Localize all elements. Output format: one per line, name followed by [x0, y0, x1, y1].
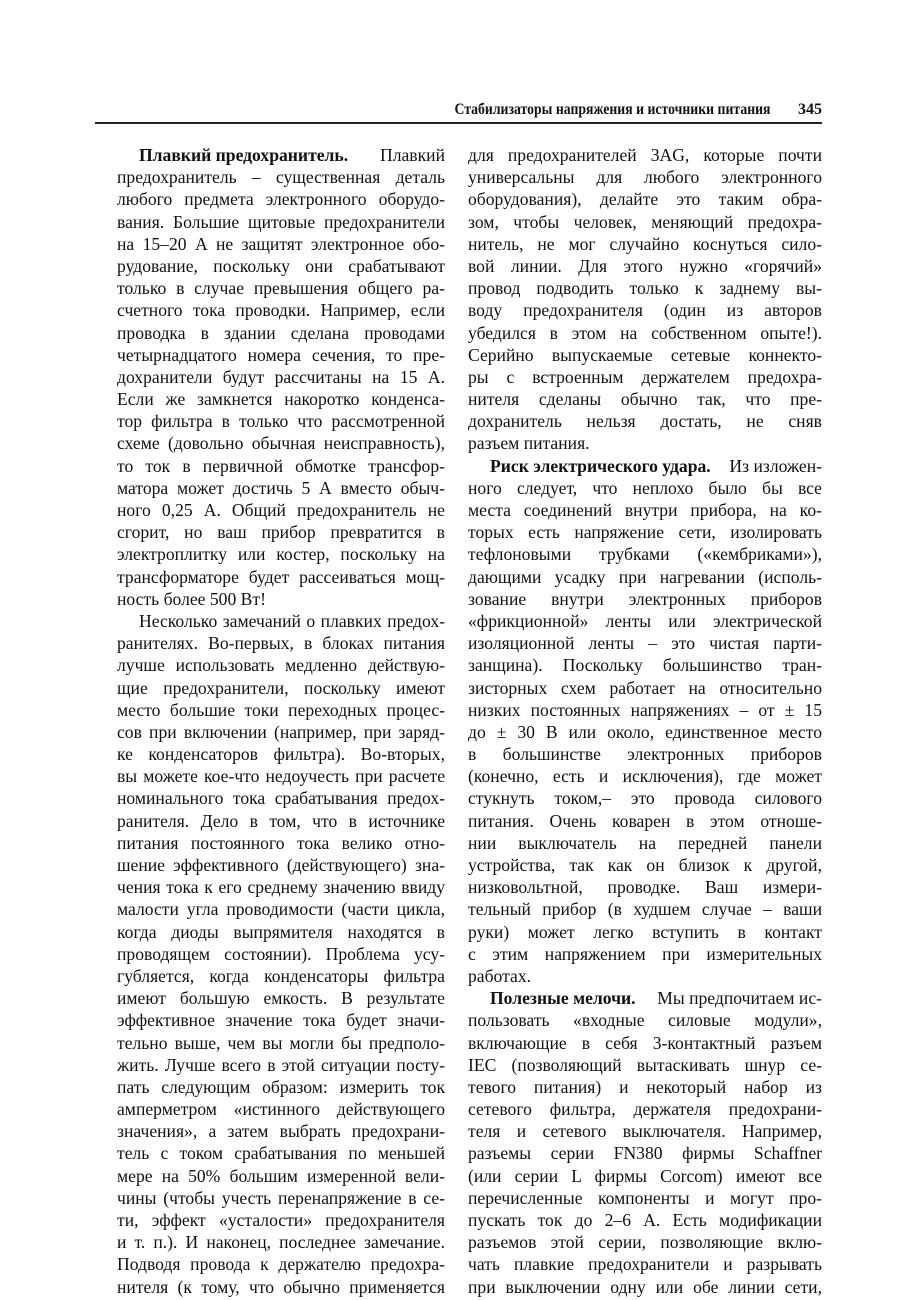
- text-line: проводящем состоянии). Проблема усу-: [117, 943, 445, 964]
- text-line-rest: Мы предпочитаем ис-: [657, 988, 822, 1009]
- text-line: при выключении одну или обе линии сети,: [468, 1276, 822, 1297]
- text-line: Несколько замечаний о плавких предох-: [139, 610, 445, 631]
- text-line: пать следующим образом: измерить ток: [117, 1076, 445, 1097]
- text-line: предохранитель – существенная деталь: [117, 167, 445, 188]
- text-line: ного 0,25 А. Общий предохранитель не: [117, 500, 445, 520]
- text-line: ти, эффект «усталости» предохранителя: [117, 1210, 445, 1230]
- text-line: и т. п.). И наконец, последнее замечание.: [117, 1232, 445, 1253]
- text-line: нителя (к тому, что обычно применяется: [117, 1276, 445, 1297]
- text-line: ного следует, что неплохо было бы все: [468, 477, 822, 498]
- text-line: рудование, поскольку они срабатывают: [117, 255, 445, 276]
- text-line: на 15–20 А не защитят электронное обо-: [117, 233, 445, 254]
- text-line: ранителях. Во-первых, в блоках питания: [117, 633, 445, 654]
- text-line: включающие в себя 3-контактный разъем: [468, 1032, 822, 1053]
- text-line: нитель, не мог случайно коснуться сило-: [468, 233, 822, 254]
- text-line: разъемы серии FN380 фирмы Schaffner: [468, 1143, 822, 1164]
- text-line: Если же замкнется накоротко конденса-: [117, 389, 445, 410]
- text-line: зисторных схем работает на относительно: [468, 677, 822, 698]
- text-line: чать плавкие предохранители и разрывать: [468, 1254, 822, 1275]
- running-header: [95, 100, 822, 124]
- paragraph-lead-heading: Плавкий предохранитель.: [139, 145, 349, 165]
- text-line: низковольтной, проводке. Ваш измери-: [468, 877, 822, 898]
- text-line: четырнадцатого номера сечения, то пре-: [117, 344, 445, 365]
- text-line: дающими усадку при нагревании (исполь-: [468, 566, 822, 587]
- page-number: 345: [798, 101, 822, 118]
- text-line: номинального тока срабатывания предох-: [117, 788, 445, 809]
- text-line: разъемов этой серии, позволяющие вклю-: [468, 1232, 822, 1253]
- paragraph: [468, 144, 822, 455]
- text-line: перечисленные компоненты и могут про-: [468, 1187, 822, 1208]
- text-line: с этим напряжением при измерительных: [468, 943, 822, 964]
- text-line: ность более 500 Вт!: [117, 588, 266, 609]
- text-line: тельно выше, чем вы могли бы предполо-: [117, 1032, 445, 1053]
- text-line: универсальны для любого электронного: [468, 167, 822, 188]
- text-line: провод подводить только к заднему вы-: [468, 278, 822, 299]
- text-line: питания. Очень коварен в этом отноше-: [468, 810, 822, 831]
- text-line: оборудования), делайте это таким обра-: [468, 189, 822, 210]
- paragraph: [468, 987, 822, 1298]
- text-line: зование внутри электронных приборов: [468, 588, 822, 609]
- text-line: места соединений внутри прибора, на ко-: [468, 500, 822, 520]
- text-line: чения тока к его среднему значению ввиду: [117, 877, 445, 898]
- running-title: Стабилизаторы напряжения и источники питания: [453, 101, 770, 118]
- text-line: теля и сетевого выключателя. Например,: [468, 1121, 822, 1142]
- text-line: тевого питания) и некоторый набор из: [468, 1076, 822, 1097]
- text-line: (конечно, есть и исключения), где может: [468, 766, 822, 787]
- text-line: вой линии. Для этого нужно «горячий»: [468, 255, 822, 276]
- text-line: ке конденсаторов фильтра). Во-вторых,: [117, 744, 445, 765]
- text-line: (или серии L фирмы Corcom) имеют все: [468, 1165, 822, 1186]
- text-line: счетного тока проводки. Например, если: [117, 300, 445, 321]
- text-line: дохранители будут рассчитаны на 15 А.: [117, 366, 445, 387]
- text-line: в большинстве электронных приборов: [468, 744, 822, 765]
- text-line: чины (чтобы учесть перенапряжение в се-: [117, 1187, 445, 1208]
- text-line: [117, 144, 445, 166]
- text-line: эффективное значение тока будет значи-: [117, 1010, 445, 1031]
- text-line: губляется, когда конденсаторы фильтра: [117, 965, 445, 986]
- right-column: [468, 144, 822, 1298]
- text-line: Серийно выпускаемые сетевые коннекто-: [468, 344, 822, 365]
- text-line: только в случае превышения общего ра-: [117, 278, 445, 299]
- text-line: ранителя. Дело в том, что в источнике: [117, 810, 445, 831]
- text-line: Подводя провода к держателю предохра-: [117, 1254, 445, 1275]
- text-line: матора может достичь 5 А вместо обыч-: [117, 477, 445, 498]
- paragraph: [117, 144, 445, 610]
- text-line: низких постоянных напряжениях – от ± 15: [468, 699, 822, 720]
- text-line: стукнуть током,– это провода силового: [468, 788, 822, 809]
- text-line: то ток в первичной обмотке трансфор-: [117, 455, 445, 476]
- text-line: когда диоды выпрямителя находятся в: [117, 921, 445, 942]
- text-line: схеме (довольно обычная неисправность),: [117, 433, 445, 454]
- text-line: для предохранителей 3AG, которые почти: [468, 145, 822, 165]
- text-line: разъем питания.: [468, 433, 590, 454]
- text-line: шение эффективного (действующего) зна-: [117, 855, 445, 875]
- text-line: щие предохранители, поскольку имеют: [117, 677, 445, 698]
- text-line: пользовать «входные силовые модули»,: [468, 1010, 822, 1031]
- text-line: зом, чтобы человек, меняющий предохра-: [468, 211, 822, 232]
- paragraph: [468, 455, 822, 988]
- text-line: торых есть напряжение сети, изолировать: [468, 522, 822, 543]
- paragraph-lead-heading: Риск электрического удара.: [490, 455, 711, 476]
- text-line: до ± 30 В или около, единственное место: [468, 721, 822, 742]
- text-line: сгорит, но ваш прибор превратится в: [117, 522, 445, 543]
- text-line: тельный прибор (в худшем случае – ваши: [468, 899, 822, 920]
- text-line: [468, 455, 822, 477]
- text-line: сетевого фильтра, держателя предохрани-: [468, 1099, 822, 1120]
- text-line: тель с током срабатывания по меньшей: [117, 1143, 445, 1164]
- text-line: убедился в этом на собственном опыте!).: [468, 322, 822, 343]
- text-line: нии выключатель на передней панели: [468, 832, 822, 853]
- text-line-rest: Из изложен-: [729, 455, 822, 476]
- text-line: изоляционной ленты – это чистая парти-: [468, 633, 822, 654]
- text-line: любого предмета электронного оборудо-: [117, 189, 445, 210]
- text-line: вания. Большие щитовые предохранители: [117, 211, 445, 232]
- text-line: пускать ток до 2–6 А. Есть модификации: [468, 1210, 822, 1230]
- text-line: сов при включении (например, при заряд-: [117, 721, 445, 742]
- text-line: работах.: [468, 965, 532, 986]
- text-line: питания постоянного тока велико отно-: [117, 832, 445, 853]
- text-line: лучше использовать медленно действую-: [117, 655, 445, 676]
- text-line: нителя сделаны обычно так, что пре-: [468, 389, 822, 410]
- paragraph: [117, 610, 445, 1298]
- text-line: устройства, так как он близок к другой,: [468, 855, 822, 875]
- text-line: проводка в здании сделана проводами: [117, 322, 445, 343]
- text-line: электроплитку или костер, поскольку на: [117, 544, 445, 565]
- text-line: тефлоновыми трубками («кембриками»),: [468, 544, 822, 565]
- text-line: IEC (позволяющий вытаскивать шнур се-: [468, 1054, 822, 1075]
- text-line: значения», а затем выбрать предохрани-: [117, 1121, 445, 1142]
- text-line: трансформаторе будет рассеиваться мощ-: [117, 566, 445, 587]
- text-line: занщина). Поскольку большинство тран-: [468, 655, 822, 676]
- text-line: руки) может легко вступить в контакт: [468, 921, 822, 942]
- text-line: имеют большую емкость. В результате: [117, 988, 445, 1009]
- left-column: [117, 144, 445, 1298]
- text-line-rest: Плавкий: [380, 145, 445, 165]
- text-line: «фрикционной» ленты или электрической: [468, 610, 822, 631]
- text-line: вы можете кое-что недоучесть при расчете: [117, 766, 445, 787]
- text-line: дохранитель нельзя достать, не сняв: [468, 411, 822, 432]
- text-line: [468, 987, 822, 1009]
- text-line: жить. Лучше всего в этой ситуации посту-: [117, 1054, 445, 1075]
- text-line: ры с встроенным держателем предохра-: [468, 366, 822, 387]
- text-line: тор фильтра в только что рассмотренной: [117, 411, 445, 432]
- paragraph-lead-heading: Полезные мелочи.: [490, 988, 636, 1009]
- text-line: малости угла проводимости (части цикла,: [117, 899, 445, 920]
- text-line: воду предохранителя (один из авторов: [468, 300, 822, 321]
- text-line: место большие токи переходных процес-: [117, 699, 445, 720]
- text-line: амперметром «истинного действующего: [117, 1099, 445, 1120]
- text-line: мере на 50% большим измеренной вели-: [117, 1165, 445, 1186]
